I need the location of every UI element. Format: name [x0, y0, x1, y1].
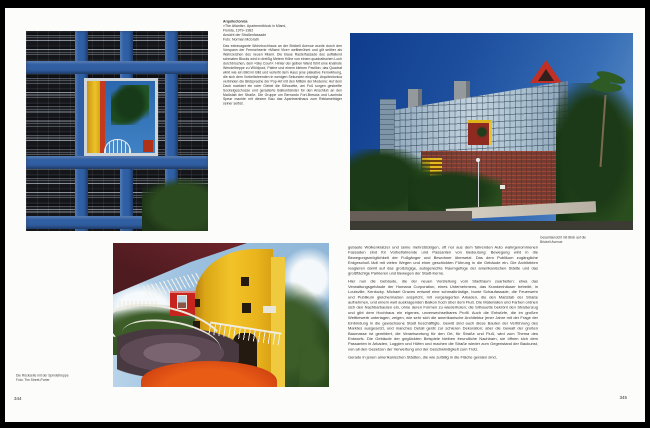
yellow-wall [87, 81, 100, 153]
blue-grid-band [26, 156, 208, 169]
article-title: Arquitectonica [223, 20, 248, 24]
article-body-text: Das extravagante Wohnhochhaus an der Brickell Avenue wurde durch den Vorspann der Fernsehserie »Miami Vice« weltberühmt und gilt seither als Wahrzeichen des neuen Miami. Die blaue Rasterfassade des auffallend schmalen Blocks wird in dreißig Metern Höhe von einem quadratischen Loch durchbrochen, dem »Sky Court«. Hinter der gelben Wand führt eine knallrote Wendeltreppe zu Whirlpool, Palme und einem kleinen Pavillon; das Quadrat wirkt wie ein Bild im Bild und verleiht dem Haus jene plakative Fernwirkung, die sich dem Vorbeifahrenden in wenigen Sekunden einprägt. Arquitectonica verbinden die Bildsprache der Pop-Art mit den Mitteln der Moderne: Auf dem Dach markiert ein roter Giebel die Silhouette, am Fuß sorgen gestreifte Sockelgeschosse und gerasterte Balkonbänder für den Anschluß an den Maßstab der Straße. Die Gruppe um Bernardo Fort-Brescia und Laurinda Spear machte mit diesem Bau das Apartmenthaus zum Reklameträger seiner selbst. [223, 44, 342, 106]
window [242, 303, 251, 313]
body-paragraph: Gerade in jenen amerikanischen Städten, die wie zufällig in die Fläche geraten sind, [348, 355, 497, 360]
article-subtitle-line: Ansicht der Straßenfassade [223, 33, 267, 37]
right-photo-caption [540, 236, 638, 251]
book-spread [5, 8, 645, 422]
caption-line: Foto: Tim Street-Porter [16, 378, 50, 382]
street-lamp [478, 161, 479, 207]
white-lattice-gazebo [104, 139, 131, 153]
photo-atlantis-overview [350, 33, 633, 230]
sky-court-opening [84, 78, 158, 156]
body-paragraph: gebaute Wolkenkratzer und seine mehrstöckigen, oft nur aus dem fahrenden Auto wahrgenommenen Fassaden sind für Vorbeifahrende und Passanten von Bedeutung: Bewegung wird in die Bewegungsmöglichkeit der Fußgänger und Bewohner übersetzt. Das dem Publikum zugängliche Erdgeschoß lädt mit vielen Wegen und einer geschickten Führung in die Gebäude ein. Die Architekten reagieren damit auf das großzügige, autogerechte Raumgefüge der amerikanischen Städte und das großflächige Parkieren und Bewegen der Stadt-Kerne. [348, 245, 538, 276]
blue-grid-band [26, 61, 208, 74]
photo-credit-line: Foto: Norman McGrath [223, 37, 259, 42]
photo-rear-terrace [113, 243, 329, 387]
balcony-window [177, 295, 187, 309]
foliage [299, 337, 329, 387]
article-subtitle-line: »The Atlantis«, Apartmentblock in Miami, [223, 24, 287, 28]
red-spiral-stair [100, 81, 105, 153]
red-planter [143, 140, 153, 152]
left-description-column [223, 20, 342, 152]
caption-line: Die Rückseite mit der Spindeltreppe [16, 374, 69, 378]
yellow-side-face [271, 257, 285, 387]
caption-line: Gesamtansicht mit Blick auf die [540, 236, 586, 240]
triangle-opening [538, 69, 554, 81]
foreground-tree [142, 177, 208, 231]
article-subtitle-line: Florida, 1979–1982 [223, 28, 254, 33]
right-body-text [348, 245, 538, 397]
caption-line: Brickell Avenue [540, 240, 563, 244]
left-photo-caption [16, 374, 91, 389]
street-lamp-head [476, 158, 480, 162]
palm-tree [476, 126, 488, 138]
foreground-shadow [350, 221, 633, 230]
body-paragraph: Hier nun die Gebäude, die der neuen Vorstellung vom Stadtraum zuarbeiten: etwa das Verwaltungsgebäude der Humana Corporation, eines Unternehmens, das Krankenhäuser betreibt, in Louisville, Kentucky. Michael Graves entwarf eine schmalbrüstige, bunte Schaufassade, die Feuerwehr und Publikum gleichermaßen anspricht, mit vorgelagerten Arkaden, die den Maßstab der Straße aufnehmen, und einem weit auskragenden Balkon hoch über dem Fluß. Die Materialien und Farben ordnen sich den Nachbarbauten ein, ohne deren Formen zu wiederholen; die Silhouette bekrönt den Straßenzug und gibt dem Hochhaus ein eigenes, unverwechselbares Profil. Auch die Entwürfe, die im großen Wettbewerb unterlagen, zeigen, wie sehr sich die amerikanische Architektur jener Jahre mit der Frage der Einbindung in die gewachsene Stadt beschäftigte. Gewiß sind auch diese Bauten der Verführung des Marktes ausgesetzt, und manches Detail gerät zur schieren Dekoration; aber die Gewalt der großen Baumasse ist gemildert, die Verantwortung für den Ort, für Straße und Fluß, wird zum Thema des Entwurfs. Die Gebäude der geglückten Beispiele bleiben freundliche Nachbarn, sie öffnen sich dem Passanten in Arkaden, Loggien und Höfen und machen die Straße wieder zum Gegenstand der Baukunst, von all den Gesetzen der Verwertung und der Geschwindigkeit zum Trotz. [348, 279, 538, 352]
wall-plaque [263, 306, 276, 313]
palm-tree [111, 85, 149, 125]
right-page-number: 345 [619, 395, 627, 400]
photo-atlantis-facade-detail [26, 31, 208, 231]
window [241, 277, 249, 286]
left-page-number: 344 [14, 396, 22, 401]
sky-court-cutout [468, 120, 492, 145]
white-sign [500, 185, 505, 189]
